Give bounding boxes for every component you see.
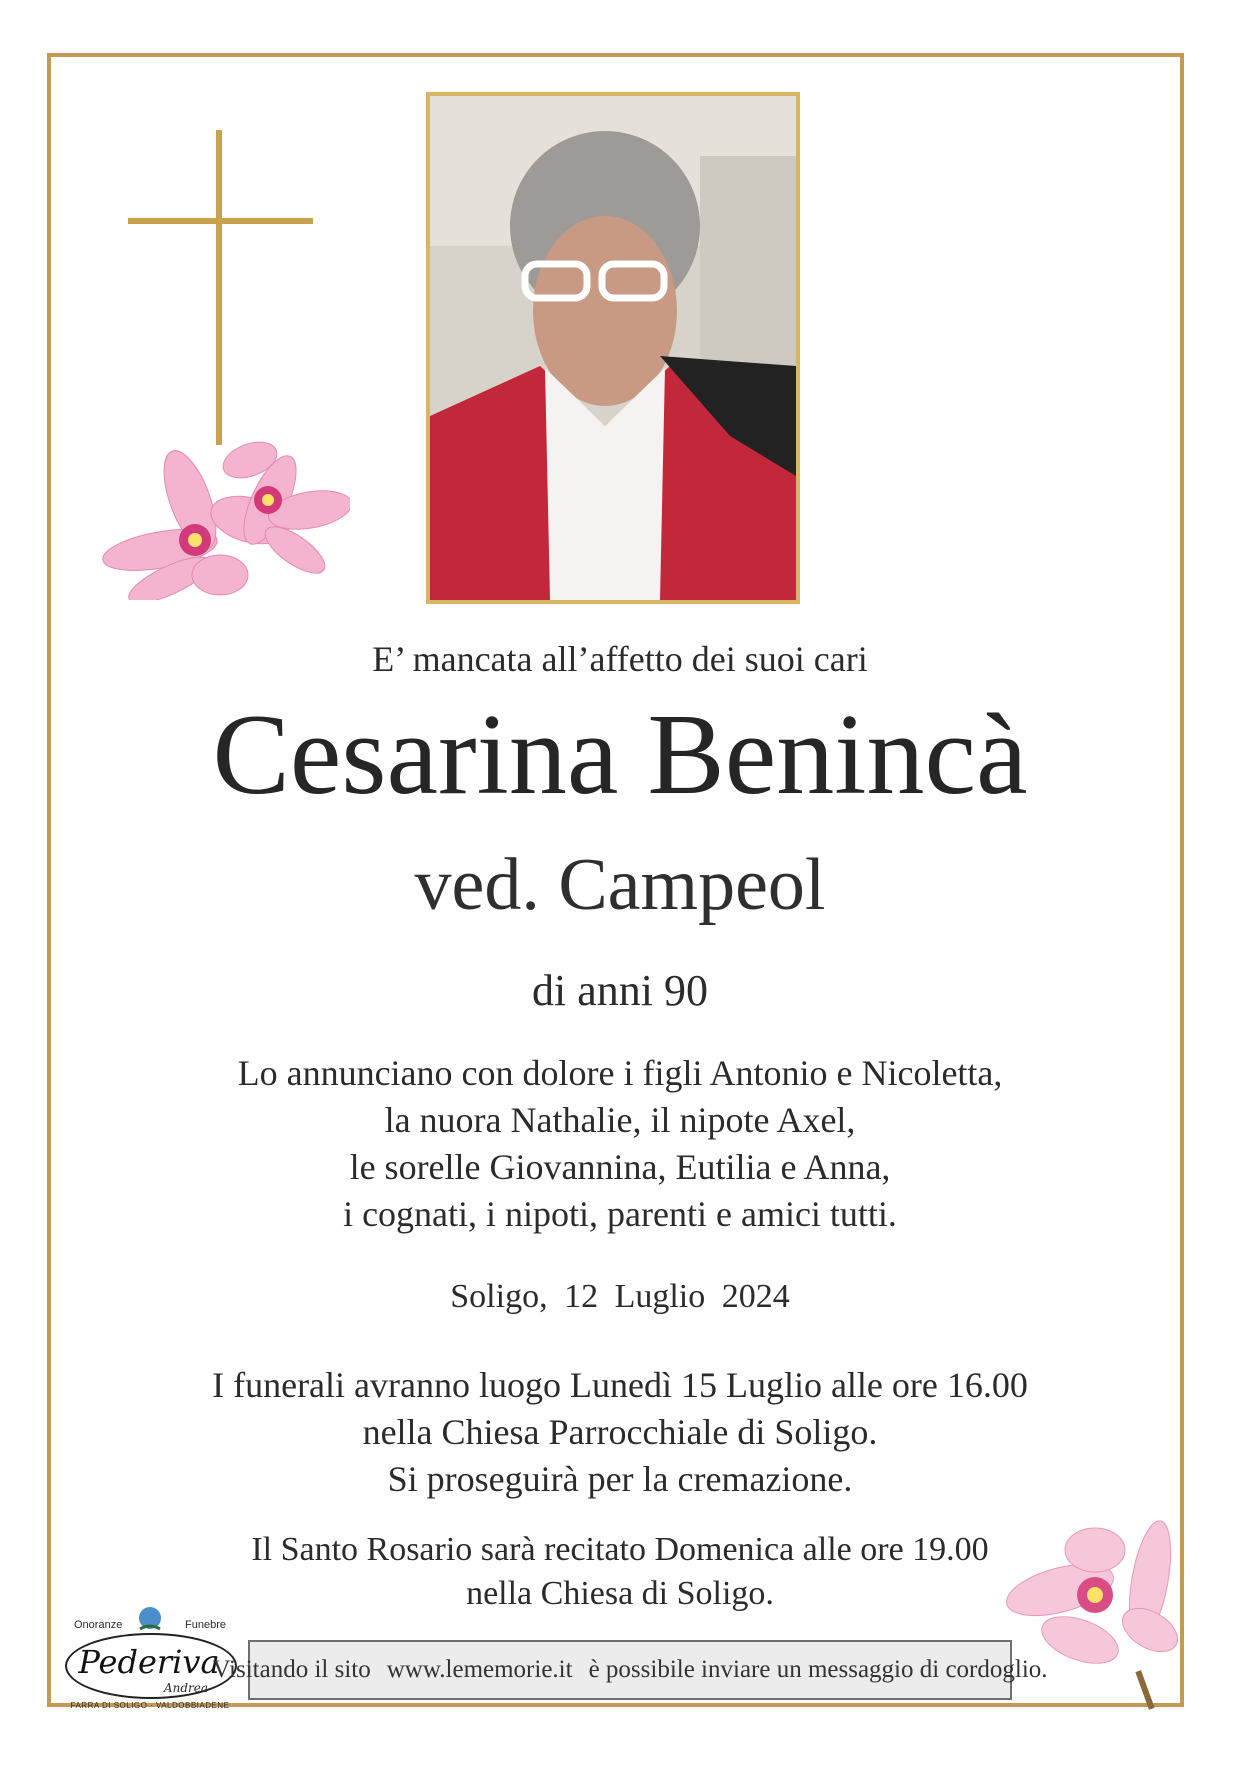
funeral-line: Si proseguirà per la cremazione. [387, 1459, 853, 1499]
funeral-line: I funerali avranno luogo Lunedì 15 Luglio alle ore 16.00 [212, 1365, 1028, 1405]
rosary-line: nella Chiesa di Soligo. [466, 1575, 774, 1612]
logo-location: FARRA DI SOLIGO · VALDOBBIADENE [70, 1701, 230, 1710]
portrait-photo [426, 92, 800, 604]
logo-top-right-text: Funebre [185, 1619, 226, 1631]
condolence-notice [212, 1640, 1048, 1700]
logo-subname: Andrea [163, 1681, 208, 1695]
announcement-line: Lo annunciano con dolore i figli Antonio e Nicoletta, [237, 1053, 1003, 1093]
rosary-paragraph [100, 1528, 1140, 1616]
funeral-line: nella Chiesa Parrocchiale di Soligo. [362, 1412, 878, 1452]
funeral-paragraph [100, 1362, 1140, 1503]
announcement-paragraph [100, 1050, 1140, 1238]
deceased-name: Cesarina Benincà [212, 691, 1028, 819]
age-text: di anni 90 [532, 966, 708, 1015]
cross-icon [128, 130, 313, 450]
intro-text: E’ mancata all’affetto dei suoi cari [372, 639, 868, 679]
rose-icon [132, 1605, 168, 1635]
announcement-line: la nuora Nathalie, il nipote Axel, [384, 1100, 856, 1140]
rosary-line: Il Santo Rosario sarà recitato Domenica alle ore 19.00 [251, 1531, 989, 1568]
orchid-flower-icon [100, 440, 350, 600]
portrait-image [430, 96, 796, 600]
announcement-line: le sorelle Giovannina, Eutilia e Anna, [349, 1147, 891, 1187]
logo-name: Pederiva [78, 1643, 220, 1681]
notice-text-end: è possibile inviare un messaggio di cordoglio. [588, 1656, 1048, 1683]
announcement-line: i cognati, i nipoti, parenti e amici tutti. [343, 1194, 897, 1234]
notice-text-start: Visitando il sito [212, 1656, 371, 1683]
logo-top-left-text: Onoranze [74, 1619, 123, 1631]
notice-website-link[interactable]: www.lememorie.it [386, 1656, 573, 1683]
widow-surname: ved. Campeol [414, 844, 826, 926]
place-date: Soligo, 12 Luglio 2024 [450, 1278, 790, 1315]
